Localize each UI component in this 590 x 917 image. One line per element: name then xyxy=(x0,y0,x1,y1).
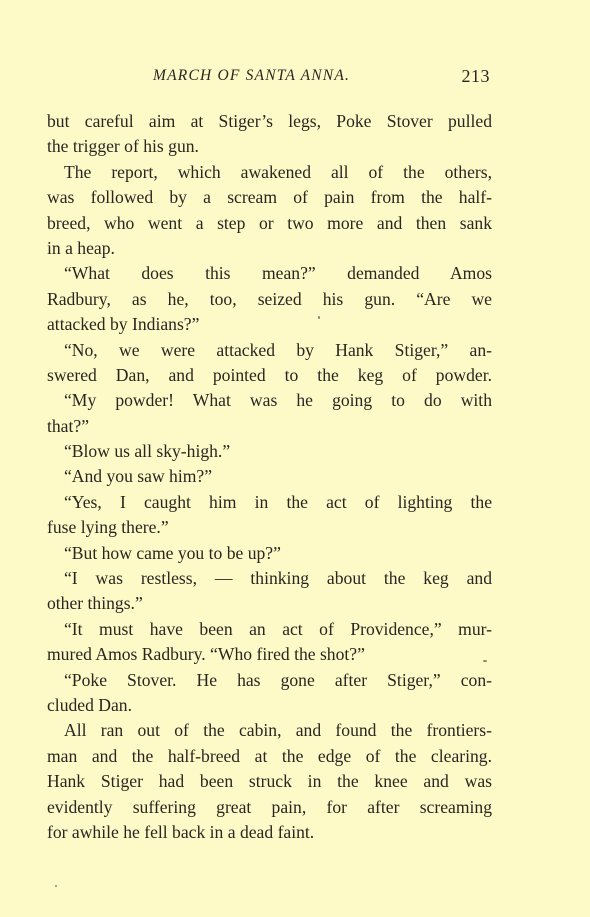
text-line: fuse lying there.” xyxy=(47,517,169,538)
text-line: attacked by Indians?” xyxy=(47,314,200,335)
text-line: All ran out of the cabin, and found the frontiers- xyxy=(64,720,492,741)
print-speck xyxy=(483,660,487,662)
text-line: mured Amos Radbury. “Who fired the shot?” xyxy=(47,644,365,665)
text-line: man and the half-breed at the edge of the clearing. xyxy=(47,745,492,766)
text-line: The report, which awakened all of the others, xyxy=(64,161,492,182)
text-line: evidently suffering great pain, for after screaming xyxy=(47,796,492,817)
text-line: “Blow us all sky-high.” xyxy=(64,441,231,462)
text-line: Hank Stiger had been struck in the knee and was xyxy=(47,771,492,792)
text-line: in a heap. xyxy=(47,237,115,258)
text-line: “Poke Stover. He has gone after Stiger,” con- xyxy=(64,669,492,690)
print-speck xyxy=(55,885,57,887)
text-line: cluded Dan. xyxy=(47,694,133,715)
text-line: swered Dan, and pointed to the keg of powder. xyxy=(47,364,492,385)
page-number: 213 xyxy=(461,66,490,86)
text-line: “Yes, I caught him in the act of lighting the xyxy=(64,491,492,512)
text-line: the trigger of his gun. xyxy=(47,136,199,157)
text-line: other things.” xyxy=(47,593,143,614)
text-line: “What does this mean?” demanded Amos xyxy=(64,263,492,284)
text-line: breed, who went a step or two more and then sank xyxy=(47,212,492,233)
running-title: MARCH OF SANTA ANNA. xyxy=(153,67,351,84)
body-text xyxy=(47,109,492,845)
text-line: that?” xyxy=(47,415,89,436)
text-line: “But how came you to be up?” xyxy=(64,542,281,563)
text-line: was followed by a scream of pain from the half- xyxy=(47,187,492,208)
text-line: for awhile he fell back in a dead faint. xyxy=(47,821,315,842)
running-head xyxy=(46,64,492,88)
print-speck xyxy=(318,316,320,319)
text-line: “It must have been an act of Providence,” mur- xyxy=(64,618,492,639)
text-line: “And you saw him?” xyxy=(64,466,213,487)
text-line: “I was restless, — thinking about the keg and xyxy=(64,568,492,589)
text-line: “My powder! What was he going to do with xyxy=(64,390,492,411)
text-line: Radbury, as he, too, seized his gun. “Are we xyxy=(47,288,492,309)
text-line: but careful aim at Stiger’s legs, Poke Stover pulled xyxy=(47,111,492,131)
text-line: “No, we were attacked by Hank Stiger,” an- xyxy=(64,339,492,360)
